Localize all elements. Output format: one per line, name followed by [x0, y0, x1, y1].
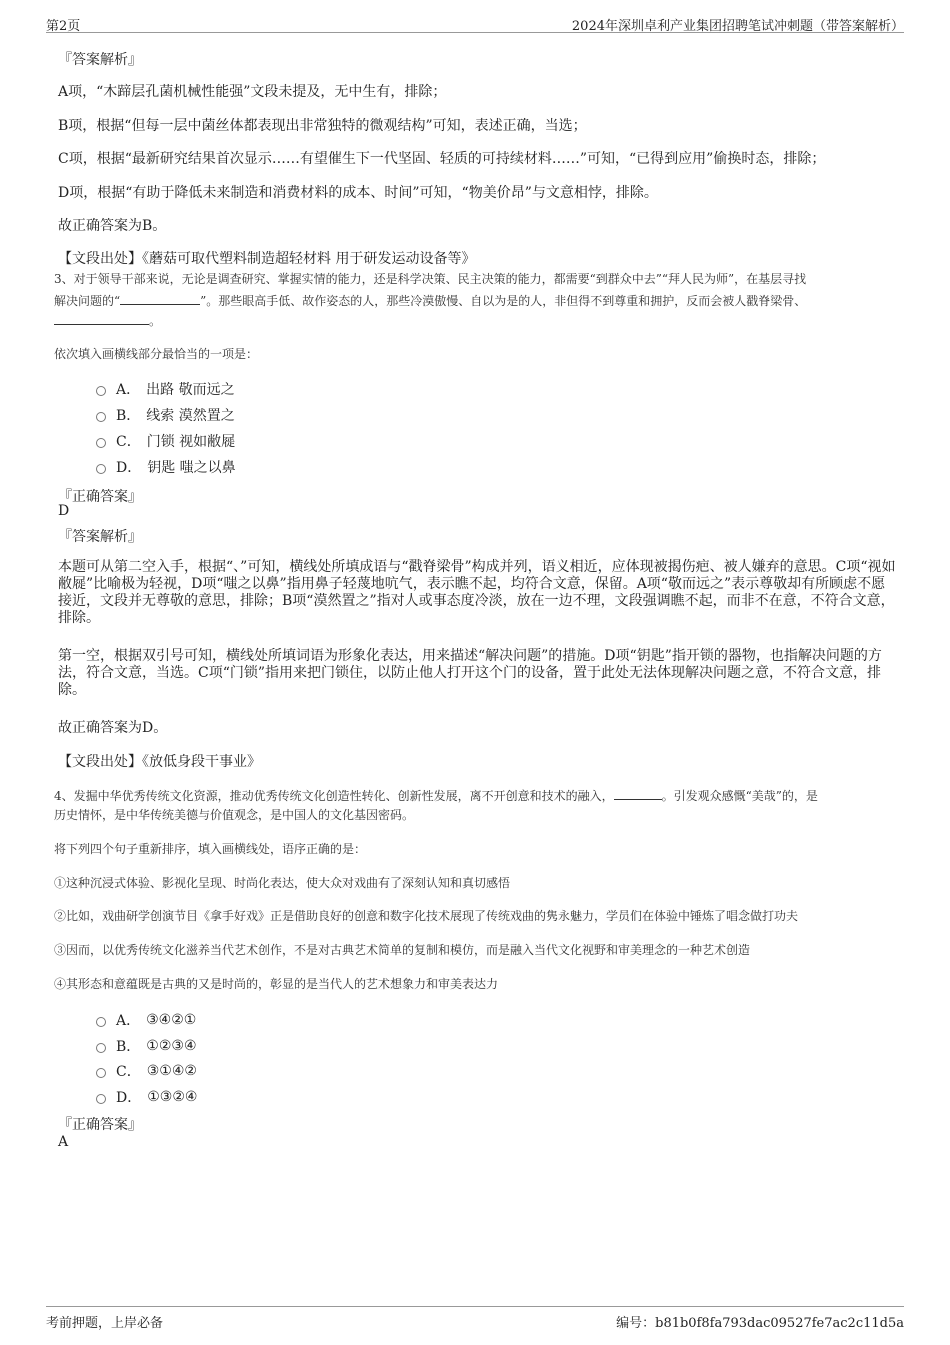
q3-stem-line-1: 3、对于领导干部来说，无论是调查研究、掌握实情的能力，还是科学决策、民主决策的能力，都需要“到群众中去”“拜人民为师”，在基层寻找 — [54, 272, 807, 286]
header-divider — [46, 32, 904, 33]
option-text: ③④②① — [146, 1012, 197, 1028]
q3-stem-line-3 — [54, 312, 161, 329]
q4-answer-label: 『正确答案』 — [58, 1117, 142, 1133]
option-text: ①②③④ — [146, 1038, 197, 1054]
q3-blank-2 — [54, 313, 149, 325]
document-title: 2024年深圳卓利产业集团招聘笔试冲刺题（带答案解析） — [571, 19, 904, 34]
option-letter: B． — [116, 1039, 141, 1055]
q3-analysis-para-2: 第一空，根据双引号可知，横线处所填词语为形象化表达，用来描述“解决问题”的措施。D项“钥匙”指开锁的器物，也指解决问题的方法，符合文意，当选。C项“门锁”指用来把门锁住，以防止他人打开这个门的设备，置于此处无法体现解决问题之意，不符合文意，排除。 — [58, 648, 882, 698]
option-letter: D． — [116, 1090, 142, 1106]
q3-option-a[interactable] — [96, 379, 235, 399]
option-text: ③①④② — [146, 1063, 197, 1079]
q4-stem-line-1a: 4、发掘中华优秀传统文化资源，推动优秀传统文化创造性转化、创新性发展，离不开创意和技术的融入， — [54, 789, 614, 803]
option-letter: A． — [116, 1013, 141, 1029]
radio-icon[interactable] — [96, 412, 106, 422]
q4-sentence-2: ②比如，戏曲研学创演节目《拿手好戏》正是借助良好的创意和数字化技术展现了传统戏曲的隽永魅力，学员们在体验中锤炼了唱念做打功夫 — [54, 909, 799, 923]
q4-option-d[interactable] — [96, 1087, 197, 1107]
page-number: 第2页 — [46, 19, 81, 34]
q4-blank — [614, 788, 662, 800]
q3-stem-line-2 — [54, 292, 806, 309]
option-text: ①③②④ — [147, 1089, 198, 1105]
q4-option-a[interactable] — [96, 1010, 196, 1030]
q2-analysis-line-c: C项，根据“最新研究结果首次显示……有望催生下一代坚固、轻质的可持续材料……”可知，“已得到应用”偷换时态，排除； — [58, 151, 826, 167]
q2-conclusion: 故正确答案为B。 — [58, 218, 167, 234]
option-letter: A． — [116, 382, 141, 398]
q3-analysis-para-1: 本题可从第二空入手，根据“、”可知，横线处所填成语与“戳脊梁骨”构成并列，语义相近，应体现被揭伤疤、被人嫌弃的意思。C项“视如敝屣”比喻极为轻视，D项“嗤之以鼻”指用鼻子轻蔑地吭气，表示瞧不起，均符合文意，保留。A项“敬而远之”表示尊敬却有所顾虑不愿接近，文段并无尊敬的意思，排除；B项“漠然置之”指对人或事态度冷淡，放在一边不理，文段强调瞧不起，而非不在意，不符合文意，排除。 — [58, 559, 896, 626]
q4-option-b[interactable] — [96, 1036, 197, 1056]
q4-stem-line-2: 历史情怀，是中华传统美德与价值观念，是中国人的文化基因密码。 — [54, 808, 415, 822]
q4-sentence-3: ③因而，以优秀传统文化滋养当代艺术创作，不是对古典艺术简单的复制和模仿，而是融入当代文化视野和审美理念的一种艺术创造 — [54, 943, 751, 957]
q3-answer: D — [58, 503, 70, 519]
option-letter: D． — [116, 460, 142, 476]
q4-stem-line-1 — [54, 787, 818, 804]
radio-icon[interactable] — [96, 438, 106, 448]
radio-icon[interactable] — [96, 1094, 106, 1104]
option-text: 钥匙 嗤之以鼻 — [147, 460, 236, 476]
option-letter: C． — [116, 1064, 141, 1080]
q2-analysis-line-a: A项，“木蹄层孔菌机械性能强”文段未提及，无中生有，排除； — [58, 84, 447, 100]
radio-icon[interactable] — [96, 386, 106, 396]
radio-icon[interactable] — [96, 1068, 106, 1078]
q3-analysis-label: 『答案解析』 — [58, 529, 142, 545]
q3-stem-line-3-text: 。 — [149, 314, 162, 328]
option-text: 门锁 视如敝屣 — [146, 434, 236, 450]
q4-sentence-1: ①这种沉浸式体验、影视化呈现、时尚化表达，使大众对戏曲有了深刻认知和真切感悟 — [54, 876, 511, 890]
radio-icon[interactable] — [96, 464, 106, 474]
footer-slogan: 考前押题，上岸必备 — [46, 1316, 164, 1331]
q3-conclusion: 故正确答案为D。 — [58, 720, 168, 736]
option-letter: B． — [116, 408, 141, 424]
q4-sentence-4: ④其形态和意蕴既是古典的又是时尚的，彰显的是当代人的艺术想象力和审美表达力 — [54, 977, 499, 991]
q4-prompt: 将下列四个句子重新排序，填入画横线处，语序正确的是： — [54, 842, 367, 856]
option-text: 出路 敬而远之 — [146, 382, 235, 398]
q4-stem-line-1b: 。引发观众感慨“美哉”的，是 — [661, 789, 818, 803]
q2-analysis-label: 『答案解析』 — [58, 52, 142, 68]
document-id: 编号：b81b0f8fa793dac09527fe7ac2c11d5a — [616, 1316, 904, 1331]
q3-blank-1 — [120, 293, 200, 305]
q3-option-c[interactable] — [96, 431, 235, 451]
footer-divider — [46, 1306, 904, 1307]
radio-icon[interactable] — [96, 1043, 106, 1053]
q3-source: 【文段出处】《放低身段干事业》 — [58, 754, 261, 770]
q3-stem-line-2b: ”。那些眼高手低、故作姿态的人，那些冷漠傲慢、自以为是的人，非但得不到尊重和拥护，反而会被人戳脊梁骨、 — [200, 294, 807, 308]
q4-option-c[interactable] — [96, 1061, 197, 1081]
q3-stem-line-2a: 解决问题的“ — [54, 294, 121, 308]
q4-answer: A — [58, 1134, 69, 1150]
option-letter: C． — [116, 434, 141, 450]
option-text: 线索 漠然置之 — [146, 408, 235, 424]
q3-answer-label: 『正确答案』 — [58, 489, 142, 505]
q2-source: 【文段出处】《蘑菇可取代塑料制造超轻材料 用于研发运动设备等》 — [58, 251, 476, 267]
q2-analysis-line-b: B项，根据“但每一层中菌丝体都表现出非常独特的微观结构”可知，表述正确，当选； — [58, 118, 587, 134]
q3-option-d[interactable] — [96, 457, 236, 477]
q3-option-b[interactable] — [96, 405, 235, 425]
q3-prompt: 依次填入画横线部分最恰当的一项是： — [54, 347, 259, 361]
q2-analysis-line-d: D项，根据“有助于降低未来制造和消费材料的成本、时间”可知，“物美价昂”与文意相悖，排除。 — [58, 185, 658, 201]
radio-icon[interactable] — [96, 1017, 106, 1027]
